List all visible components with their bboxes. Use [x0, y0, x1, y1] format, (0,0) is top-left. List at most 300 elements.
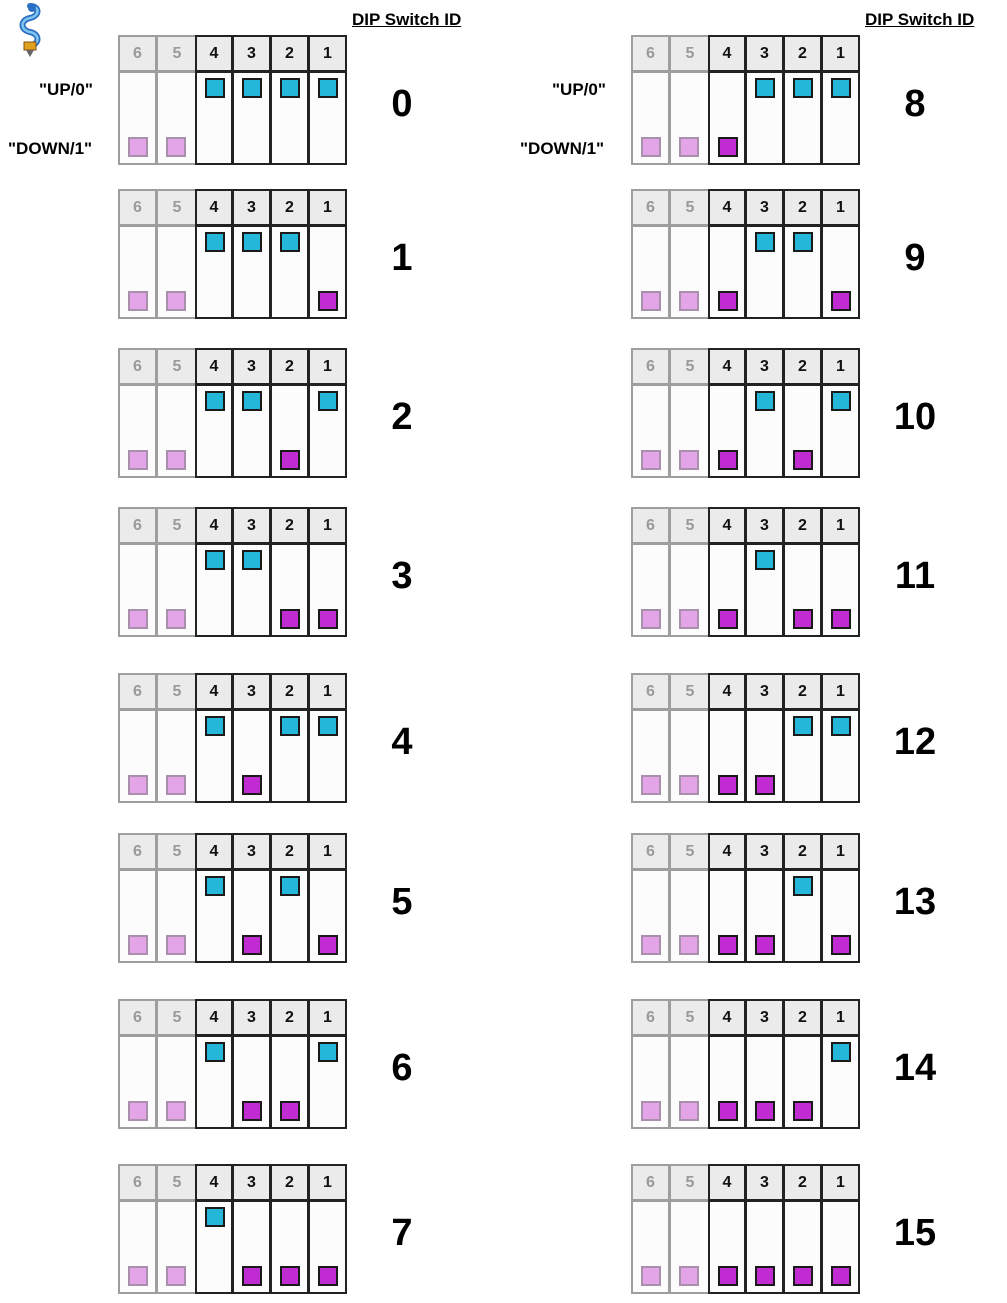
switch-slot [783, 543, 822, 637]
switch-slot [631, 1035, 670, 1129]
switch-number-label: 4 [195, 833, 233, 870]
switch-slot [631, 1200, 670, 1294]
switch-up-indicator [755, 232, 775, 252]
switch-number-label: 2 [783, 189, 822, 226]
switch-number-label: 3 [745, 507, 784, 544]
switch-slot [669, 225, 709, 319]
switch-number-label: 1 [308, 35, 347, 72]
dip-switch-id-value: 3 [391, 555, 413, 597]
switch-slot [783, 1035, 822, 1129]
dip-switch-block [118, 833, 347, 963]
switch-slot [156, 869, 196, 963]
switch-slot [232, 1200, 271, 1294]
switch-slot [308, 543, 347, 637]
switch-slot [195, 543, 233, 637]
up-state-label-right: "UP/0" [552, 80, 606, 99]
dip-switch-block [631, 1164, 860, 1294]
switch-number-label: 2 [270, 35, 309, 72]
switch-down-indicator [718, 137, 738, 157]
switch-down-indicator [128, 935, 148, 955]
switch-slot [270, 1035, 309, 1129]
switch-down-indicator [318, 935, 338, 955]
switch-number-label: 4 [195, 507, 233, 544]
switch-slot [669, 1035, 709, 1129]
switch-number-label: 5 [156, 1164, 196, 1201]
switch-slot [821, 869, 860, 963]
switch-number-label: 2 [270, 348, 309, 385]
switch-slot [270, 709, 309, 803]
switch-number-label: 5 [156, 673, 196, 710]
switch-slot [308, 869, 347, 963]
switch-number-label: 2 [270, 833, 309, 870]
switch-slot [708, 869, 746, 963]
switch-down-indicator [641, 137, 661, 157]
switch-slot [118, 709, 157, 803]
switch-down-indicator [793, 1101, 813, 1121]
switch-down-indicator [831, 935, 851, 955]
switch-down-indicator [755, 935, 775, 955]
switch-number-label: 4 [708, 1164, 746, 1201]
switch-up-indicator [793, 78, 813, 98]
switch-slot [821, 543, 860, 637]
switch-slot [118, 1200, 157, 1294]
switch-number-label: 2 [783, 507, 822, 544]
switch-down-indicator [242, 1266, 262, 1286]
switch-slot [631, 384, 670, 478]
switch-number-label: 6 [118, 673, 157, 710]
switch-up-indicator [793, 232, 813, 252]
switch-number-label: 2 [783, 348, 822, 385]
dip-switch-block [631, 35, 860, 165]
switch-slot [783, 709, 822, 803]
switch-number-label: 2 [783, 673, 822, 710]
switch-number-label: 1 [821, 189, 860, 226]
down-state-label-left: "DOWN/1" [8, 139, 93, 158]
switch-down-indicator [641, 1101, 661, 1121]
switch-down-indicator [242, 935, 262, 955]
switch-up-indicator [205, 78, 225, 98]
switch-slot [308, 225, 347, 319]
switch-down-indicator [679, 775, 699, 795]
switch-down-indicator [718, 1266, 738, 1286]
switch-number-label: 4 [195, 673, 233, 710]
switch-slot [118, 869, 157, 963]
switch-slot [195, 384, 233, 478]
switch-number-label: 3 [232, 507, 271, 544]
switch-slot [821, 225, 860, 319]
switch-slot [118, 543, 157, 637]
switch-slot [669, 1200, 709, 1294]
switch-slot [708, 71, 746, 165]
switch-down-indicator [166, 609, 186, 629]
dip-switch-id-value: 8 [904, 83, 926, 125]
switch-slot [308, 71, 347, 165]
switch-number-label: 3 [232, 833, 271, 870]
switch-up-indicator [205, 1042, 225, 1062]
switch-slot [783, 384, 822, 478]
switch-up-indicator [205, 232, 225, 252]
switch-down-indicator [166, 935, 186, 955]
dip-switch-block [118, 673, 347, 803]
switch-slot [821, 1200, 860, 1294]
dip-switch-block [118, 999, 347, 1129]
switch-down-indicator [641, 935, 661, 955]
switch-up-indicator [755, 550, 775, 570]
switch-down-indicator [641, 609, 661, 629]
switch-up-indicator [205, 1207, 225, 1227]
dip-switch-block [631, 348, 860, 478]
switch-number-label: 2 [783, 833, 822, 870]
switch-down-indicator [166, 1101, 186, 1121]
dip-switch-id-value: 11 [894, 555, 936, 597]
switch-number-label: 1 [308, 1164, 347, 1201]
switch-down-indicator [793, 609, 813, 629]
dip-switch-id-value: 7 [391, 1212, 413, 1254]
switch-number-label: 3 [232, 673, 271, 710]
switch-up-indicator [205, 391, 225, 411]
switch-number-label: 6 [631, 35, 670, 72]
switch-slot [631, 71, 670, 165]
switch-number-label: 1 [308, 189, 347, 226]
switch-number-label: 5 [156, 189, 196, 226]
switch-down-indicator [755, 1101, 775, 1121]
switch-number-label: 1 [821, 1164, 860, 1201]
switch-down-indicator [679, 137, 699, 157]
switch-down-indicator [641, 450, 661, 470]
switch-slot [156, 384, 196, 478]
switch-slot [232, 384, 271, 478]
switch-down-indicator [793, 1266, 813, 1286]
switch-number-label: 2 [270, 999, 309, 1036]
switch-slot [783, 225, 822, 319]
switch-number-label: 1 [308, 673, 347, 710]
switch-number-label: 3 [745, 833, 784, 870]
switch-number-label: 6 [118, 1164, 157, 1201]
up-state-label-left: "UP/0" [39, 80, 93, 99]
switch-slot [156, 71, 196, 165]
switch-up-indicator [242, 391, 262, 411]
switch-down-indicator [641, 1266, 661, 1286]
switch-number-label: 3 [232, 1164, 271, 1201]
switch-number-label: 4 [708, 833, 746, 870]
switch-number-label: 3 [745, 189, 784, 226]
switch-down-indicator [679, 1266, 699, 1286]
switch-down-indicator [128, 775, 148, 795]
switch-slot [232, 1035, 271, 1129]
switch-slot [308, 384, 347, 478]
dip-switch-id-value: 13 [893, 881, 937, 923]
switch-slot [156, 1035, 196, 1129]
dip-switch-block [631, 673, 860, 803]
switch-slot [745, 543, 784, 637]
switch-number-label: 3 [232, 189, 271, 226]
dip-switch-id-header-right: DIP Switch ID [865, 10, 975, 29]
switch-up-indicator [280, 78, 300, 98]
dip-switch-id-value: 14 [893, 1047, 937, 1089]
switch-down-indicator [641, 291, 661, 311]
switch-number-label: 5 [669, 507, 709, 544]
switch-number-label: 5 [156, 507, 196, 544]
switch-number-label: 4 [708, 348, 746, 385]
switch-number-label: 1 [821, 507, 860, 544]
switch-number-label: 2 [783, 999, 822, 1036]
switch-slot [745, 709, 784, 803]
switch-slot [669, 384, 709, 478]
switch-slot [118, 225, 157, 319]
switch-up-indicator [831, 1042, 851, 1062]
switch-slot [232, 869, 271, 963]
switch-down-indicator [679, 450, 699, 470]
switch-down-indicator [280, 609, 300, 629]
switch-slot [708, 1035, 746, 1129]
switch-slot [669, 71, 709, 165]
switch-number-label: 1 [821, 673, 860, 710]
switch-slot [708, 225, 746, 319]
switch-down-indicator [128, 450, 148, 470]
switch-down-indicator [128, 291, 148, 311]
switch-number-label: 4 [195, 189, 233, 226]
switch-number-label: 3 [232, 35, 271, 72]
switch-down-indicator [166, 1266, 186, 1286]
switch-down-indicator [166, 291, 186, 311]
switch-slot [821, 1035, 860, 1129]
switch-number-label: 5 [156, 35, 196, 72]
switch-number-label: 6 [118, 999, 157, 1036]
switch-up-indicator [205, 550, 225, 570]
switch-number-label: 3 [745, 999, 784, 1036]
switch-slot [745, 225, 784, 319]
switch-slot [195, 71, 233, 165]
switch-up-indicator [793, 716, 813, 736]
switch-slot [195, 869, 233, 963]
switch-number-label: 5 [156, 833, 196, 870]
switch-slot [821, 384, 860, 478]
switch-number-label: 6 [118, 507, 157, 544]
switch-number-label: 3 [745, 348, 784, 385]
dip-switch-id-value: 6 [391, 1047, 413, 1089]
switch-number-label: 2 [270, 1164, 309, 1201]
switch-number-label: 6 [631, 999, 670, 1036]
switch-number-label: 6 [631, 1164, 670, 1201]
switch-down-indicator [242, 775, 262, 795]
switch-down-indicator [128, 609, 148, 629]
switch-up-indicator [242, 78, 262, 98]
switch-slot [631, 709, 670, 803]
switch-down-indicator [166, 450, 186, 470]
switch-slot [232, 543, 271, 637]
switch-up-indicator [318, 1042, 338, 1062]
switch-down-indicator [831, 609, 851, 629]
switch-down-indicator [679, 609, 699, 629]
switch-up-indicator [242, 232, 262, 252]
switch-number-label: 5 [669, 1164, 709, 1201]
switch-down-indicator [318, 1266, 338, 1286]
switch-slot [783, 71, 822, 165]
switch-number-label: 4 [195, 35, 233, 72]
switch-up-indicator [280, 232, 300, 252]
switch-slot [232, 225, 271, 319]
down-state-label-right: "DOWN/1" [520, 139, 605, 158]
switch-slot [270, 543, 309, 637]
dip-switch-id-value: 1 [391, 237, 413, 279]
switch-down-indicator [755, 1266, 775, 1286]
switch-slot [270, 225, 309, 319]
switch-down-indicator [679, 935, 699, 955]
switch-down-indicator [831, 291, 851, 311]
switch-slot [195, 1035, 233, 1129]
switch-slot [118, 1035, 157, 1129]
switch-slot [631, 543, 670, 637]
dip-switch-id-value: 5 [391, 881, 413, 923]
switch-down-indicator [128, 137, 148, 157]
switch-slot [669, 869, 709, 963]
snake-logo-icon [10, 2, 50, 58]
switch-down-indicator [718, 1101, 738, 1121]
dip-switch-block [118, 35, 347, 165]
switch-number-label: 2 [783, 35, 822, 72]
switch-number-label: 4 [708, 999, 746, 1036]
switch-number-label: 5 [669, 833, 709, 870]
switch-down-indicator [318, 291, 338, 311]
switch-number-label: 1 [821, 999, 860, 1036]
switch-number-label: 3 [232, 348, 271, 385]
switch-slot [708, 384, 746, 478]
switch-up-indicator [793, 876, 813, 896]
switch-slot [631, 225, 670, 319]
switch-down-indicator [718, 775, 738, 795]
switch-down-indicator [718, 291, 738, 311]
switch-number-label: 5 [669, 999, 709, 1036]
switch-slot [783, 869, 822, 963]
switch-slot [270, 71, 309, 165]
switch-down-indicator [242, 1101, 262, 1121]
switch-slot [708, 1200, 746, 1294]
switch-down-indicator [679, 1101, 699, 1121]
switch-number-label: 2 [783, 1164, 822, 1201]
switch-up-indicator [280, 876, 300, 896]
switch-up-indicator [242, 550, 262, 570]
switch-slot [308, 709, 347, 803]
switch-number-label: 4 [195, 999, 233, 1036]
switch-slot [821, 71, 860, 165]
switch-slot [745, 384, 784, 478]
switch-slot [270, 384, 309, 478]
switch-slot [745, 1200, 784, 1294]
switch-number-label: 1 [821, 833, 860, 870]
dip-switch-block [118, 1164, 347, 1294]
dip-switch-id-value: 12 [893, 721, 937, 763]
switch-number-label: 1 [308, 348, 347, 385]
switch-up-indicator [280, 716, 300, 736]
switch-slot [195, 1200, 233, 1294]
switch-number-label: 5 [669, 673, 709, 710]
switch-slot [270, 1200, 309, 1294]
switch-up-indicator [318, 78, 338, 98]
switch-slot [118, 71, 157, 165]
switch-up-indicator [205, 876, 225, 896]
switch-slot [745, 71, 784, 165]
switch-slot [669, 709, 709, 803]
dip-switch-block [631, 507, 860, 637]
dip-switch-id-value: 10 [893, 396, 937, 438]
switch-slot [745, 869, 784, 963]
switch-number-label: 4 [708, 507, 746, 544]
switch-down-indicator [280, 1266, 300, 1286]
dip-switch-id-value: 0 [391, 83, 413, 125]
switch-number-label: 5 [669, 348, 709, 385]
switch-down-indicator [128, 1266, 148, 1286]
switch-slot [232, 71, 271, 165]
switch-down-indicator [718, 450, 738, 470]
switch-number-label: 2 [270, 189, 309, 226]
switch-slot [156, 543, 196, 637]
switch-number-label: 5 [156, 999, 196, 1036]
switch-number-label: 4 [708, 673, 746, 710]
switch-number-label: 4 [708, 189, 746, 226]
switch-number-label: 6 [631, 833, 670, 870]
switch-number-label: 1 [821, 35, 860, 72]
dip-switch-block [631, 999, 860, 1129]
switch-slot [156, 709, 196, 803]
switch-slot [156, 225, 196, 319]
dip-switch-id-value: 2 [391, 396, 413, 438]
switch-number-label: 6 [118, 348, 157, 385]
switch-slot [270, 869, 309, 963]
switch-up-indicator [755, 78, 775, 98]
switch-slot [708, 709, 746, 803]
dip-switch-id-header-left: DIP Switch ID [352, 10, 462, 29]
switch-number-label: 5 [669, 35, 709, 72]
dip-switch-id-value: 4 [391, 721, 413, 763]
switch-down-indicator [280, 450, 300, 470]
switch-up-indicator [831, 716, 851, 736]
switch-down-indicator [641, 775, 661, 795]
switch-up-indicator [831, 78, 851, 98]
switch-slot [745, 1035, 784, 1129]
dip-switch-id-value: 15 [893, 1212, 937, 1254]
switch-number-label: 4 [195, 348, 233, 385]
switch-number-label: 3 [745, 673, 784, 710]
dip-switch-block [118, 189, 347, 319]
dip-switch-block [118, 507, 347, 637]
switch-number-label: 6 [118, 189, 157, 226]
switch-up-indicator [205, 716, 225, 736]
switch-slot [708, 543, 746, 637]
switch-down-indicator [718, 609, 738, 629]
switch-number-label: 2 [270, 673, 309, 710]
switch-number-label: 3 [232, 999, 271, 1036]
switch-down-indicator [166, 137, 186, 157]
switch-up-indicator [755, 391, 775, 411]
switch-up-indicator [318, 391, 338, 411]
switch-slot [195, 709, 233, 803]
switch-number-label: 6 [118, 35, 157, 72]
switch-slot [821, 709, 860, 803]
switch-number-label: 2 [270, 507, 309, 544]
switch-slot [118, 384, 157, 478]
switch-up-indicator [831, 391, 851, 411]
switch-number-label: 1 [308, 833, 347, 870]
switch-slot [669, 543, 709, 637]
switch-slot [156, 1200, 196, 1294]
switch-number-label: 6 [631, 348, 670, 385]
switch-down-indicator [793, 450, 813, 470]
switch-down-indicator [280, 1101, 300, 1121]
switch-number-label: 3 [745, 35, 784, 72]
switch-number-label: 6 [631, 189, 670, 226]
switch-down-indicator [318, 609, 338, 629]
switch-number-label: 1 [308, 999, 347, 1036]
